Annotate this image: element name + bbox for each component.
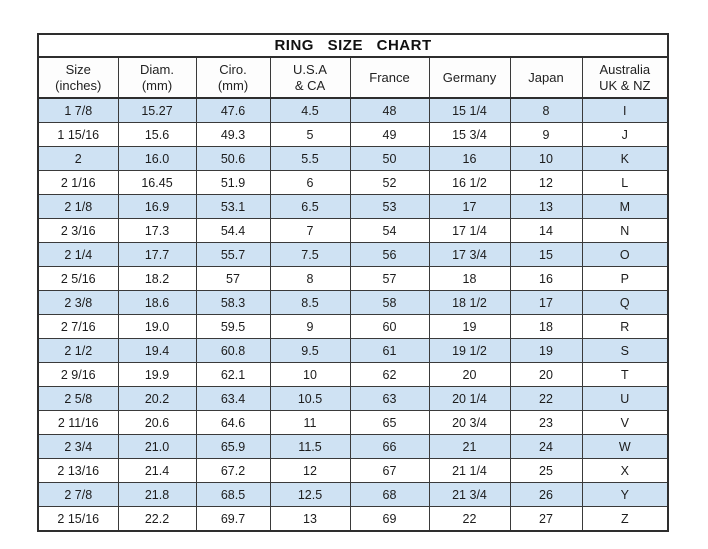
column-header-label: U.S.A xyxy=(293,61,327,77)
table-cell: 8.5 xyxy=(270,291,350,315)
table-cell: 7 xyxy=(270,219,350,243)
table-cell: 57 xyxy=(350,267,429,291)
table-cell: 2 11/16 xyxy=(38,411,118,435)
table-cell: U xyxy=(582,387,668,411)
table-cell: Q xyxy=(582,291,668,315)
table-cell: 17.7 xyxy=(118,243,196,267)
table-cell: 62.1 xyxy=(196,363,270,387)
table-cell: 50 xyxy=(350,147,429,171)
table-cell: 2 1/2 xyxy=(38,339,118,363)
table-cell: 15 3/4 xyxy=(429,123,510,147)
table-cell: 2 1/16 xyxy=(38,171,118,195)
table-cell: 12.5 xyxy=(270,483,350,507)
table-cell: 23 xyxy=(510,411,582,435)
table-cell: 2 15/16 xyxy=(38,507,118,532)
table-cell: 69.7 xyxy=(196,507,270,532)
column-header-sublabel: UK & NZ xyxy=(599,77,651,93)
table-row xyxy=(38,195,668,219)
table-cell: 2 9/16 xyxy=(38,363,118,387)
table-cell: L xyxy=(582,171,668,195)
table-cell: 68.5 xyxy=(196,483,270,507)
table-row xyxy=(38,267,668,291)
table-cell: 67.2 xyxy=(196,459,270,483)
table-row xyxy=(38,339,668,363)
table-cell: W xyxy=(582,435,668,459)
table-cell: M xyxy=(582,195,668,219)
table-cell: 7.5 xyxy=(270,243,350,267)
table-cell: 9 xyxy=(510,123,582,147)
table-row xyxy=(38,98,668,123)
table-cell: 22.2 xyxy=(118,507,196,532)
table-cell: 2 3/8 xyxy=(38,291,118,315)
table-cell: 60 xyxy=(350,315,429,339)
table-cell: N xyxy=(582,219,668,243)
table-cell: 16 xyxy=(510,267,582,291)
column-header-label: Germany xyxy=(442,69,497,85)
column-header-france xyxy=(350,57,429,98)
table-body xyxy=(38,98,668,531)
column-header-japan xyxy=(510,57,582,98)
table-cell: 66 xyxy=(350,435,429,459)
table-cell: 19.9 xyxy=(118,363,196,387)
table-cell: 16.45 xyxy=(118,171,196,195)
table-cell: 65.9 xyxy=(196,435,270,459)
column-header-diameter xyxy=(118,57,196,98)
table-cell: 19 1/2 xyxy=(429,339,510,363)
table-cell: 2 3/16 xyxy=(38,219,118,243)
table-cell: 61 xyxy=(350,339,429,363)
table-cell: 19 xyxy=(510,339,582,363)
table-cell: 49.3 xyxy=(196,123,270,147)
table-cell: 53.1 xyxy=(196,195,270,219)
table-row xyxy=(38,411,668,435)
table-cell: 64.6 xyxy=(196,411,270,435)
table-cell: 11 xyxy=(270,411,350,435)
table-cell: 51.9 xyxy=(196,171,270,195)
table-row xyxy=(38,171,668,195)
table-cell: 47.6 xyxy=(196,98,270,123)
table-cell: 52 xyxy=(350,171,429,195)
table-cell: 68 xyxy=(350,483,429,507)
table-cell: 21 3/4 xyxy=(429,483,510,507)
table-cell: 20.6 xyxy=(118,411,196,435)
table-cell: J xyxy=(582,123,668,147)
table-cell: 2 5/16 xyxy=(38,267,118,291)
table-cell: 21.8 xyxy=(118,483,196,507)
table-row xyxy=(38,147,668,171)
table-cell: 17 3/4 xyxy=(429,243,510,267)
table-cell: 20 1/4 xyxy=(429,387,510,411)
table-cell: 20 3/4 xyxy=(429,411,510,435)
column-header-label: Japan xyxy=(528,69,564,85)
table-cell: 1 15/16 xyxy=(38,123,118,147)
table-cell: 12 xyxy=(510,171,582,195)
table-cell: 19.4 xyxy=(118,339,196,363)
table-cell: 17 1/4 xyxy=(429,219,510,243)
table-cell: 50.6 xyxy=(196,147,270,171)
table-cell: 20.2 xyxy=(118,387,196,411)
column-header-usa-ca xyxy=(270,57,350,98)
column-header-size xyxy=(38,57,118,98)
table-cell: P xyxy=(582,267,668,291)
table-cell: I xyxy=(582,98,668,123)
table-cell: 16 xyxy=(429,147,510,171)
table-cell: X xyxy=(582,459,668,483)
column-header-circumference xyxy=(196,57,270,98)
table-cell: 2 7/8 xyxy=(38,483,118,507)
table-cell: 21.4 xyxy=(118,459,196,483)
table-cell: S xyxy=(582,339,668,363)
table-cell: Z xyxy=(582,507,668,532)
table-cell: 8 xyxy=(270,267,350,291)
table-cell: 17 xyxy=(429,195,510,219)
table-cell: 57 xyxy=(196,267,270,291)
table-cell: 12 xyxy=(270,459,350,483)
table-cell: 59.5 xyxy=(196,315,270,339)
table-cell: 14 xyxy=(510,219,582,243)
table-cell: 49 xyxy=(350,123,429,147)
table-cell: 16.9 xyxy=(118,195,196,219)
table-cell: 63 xyxy=(350,387,429,411)
table-row xyxy=(38,435,668,459)
table-cell: 2 1/4 xyxy=(38,243,118,267)
table-row xyxy=(38,507,668,532)
table-row xyxy=(38,219,668,243)
table-cell: 58.3 xyxy=(196,291,270,315)
column-header-label: Ciro. xyxy=(219,61,247,77)
table-title-row xyxy=(38,34,668,57)
column-header-sublabel: (mm) xyxy=(217,77,249,93)
table-cell: 16.0 xyxy=(118,147,196,171)
table-cell: 65 xyxy=(350,411,429,435)
table-cell: 2 1/8 xyxy=(38,195,118,219)
table-header-row xyxy=(38,57,668,98)
table-cell: 2 xyxy=(38,147,118,171)
table-cell: 13 xyxy=(270,507,350,532)
table-cell: 2 7/16 xyxy=(38,315,118,339)
table-cell: V xyxy=(582,411,668,435)
table-cell: 27 xyxy=(510,507,582,532)
table-cell: 4.5 xyxy=(270,98,350,123)
table-cell: 24 xyxy=(510,435,582,459)
column-header-sublabel: (inches) xyxy=(55,77,102,93)
ring-size-chart-table xyxy=(37,33,669,532)
table-cell: 69 xyxy=(350,507,429,532)
table-cell: 8 xyxy=(510,98,582,123)
table-cell: 9.5 xyxy=(270,339,350,363)
table-cell: 53 xyxy=(350,195,429,219)
table-cell: 54 xyxy=(350,219,429,243)
table-cell: Y xyxy=(582,483,668,507)
table-cell: 5 xyxy=(270,123,350,147)
table-cell: 18 1/2 xyxy=(429,291,510,315)
table-cell: 55.7 xyxy=(196,243,270,267)
table-row xyxy=(38,243,668,267)
table-cell: 20 xyxy=(510,363,582,387)
table-cell: 17 xyxy=(510,291,582,315)
table-row xyxy=(38,387,668,411)
table-cell: 11.5 xyxy=(270,435,350,459)
column-header-australia-uk-nz xyxy=(582,57,668,98)
table-cell: 18 xyxy=(510,315,582,339)
table-cell: K xyxy=(582,147,668,171)
column-header-label: Diam. xyxy=(140,61,174,77)
table-cell: 15 xyxy=(510,243,582,267)
table-cell: 20 xyxy=(429,363,510,387)
table-cell: T xyxy=(582,363,668,387)
table-cell: 5.5 xyxy=(270,147,350,171)
table-cell: 25 xyxy=(510,459,582,483)
table-cell: 22 xyxy=(510,387,582,411)
table-cell: 19.0 xyxy=(118,315,196,339)
table-cell: 56 xyxy=(350,243,429,267)
table-cell: 2 5/8 xyxy=(38,387,118,411)
table-row xyxy=(38,291,668,315)
table-cell: 15.6 xyxy=(118,123,196,147)
table-cell: 6 xyxy=(270,171,350,195)
column-header-label: France xyxy=(369,69,410,85)
table-cell: 2 3/4 xyxy=(38,435,118,459)
table-cell: 19 xyxy=(429,315,510,339)
column-header-label: Size xyxy=(65,61,91,77)
table-cell: R xyxy=(582,315,668,339)
table-row xyxy=(38,363,668,387)
table-cell: O xyxy=(582,243,668,267)
table-cell: 15.27 xyxy=(118,98,196,123)
table-cell: 48 xyxy=(350,98,429,123)
table-cell: 58 xyxy=(350,291,429,315)
column-header-sublabel: & CA xyxy=(294,77,326,93)
table-cell: 62 xyxy=(350,363,429,387)
table-cell: 18 xyxy=(429,267,510,291)
table-cell: 67 xyxy=(350,459,429,483)
column-header-sublabel: (mm) xyxy=(141,77,173,93)
table-cell: 17.3 xyxy=(118,219,196,243)
table-row xyxy=(38,483,668,507)
table-cell: 18.2 xyxy=(118,267,196,291)
table-row xyxy=(38,315,668,339)
table-cell: 21 1/4 xyxy=(429,459,510,483)
table-cell: 1 7/8 xyxy=(38,98,118,123)
table-cell: 21 xyxy=(429,435,510,459)
table-cell: 16 1/2 xyxy=(429,171,510,195)
table-cell: 10 xyxy=(510,147,582,171)
table-cell: 60.8 xyxy=(196,339,270,363)
table-row xyxy=(38,459,668,483)
column-header-germany xyxy=(429,57,510,98)
table-cell: 10.5 xyxy=(270,387,350,411)
table-cell: 18.6 xyxy=(118,291,196,315)
table-cell: 15 1/4 xyxy=(429,98,510,123)
table-row xyxy=(38,123,668,147)
table-cell: 6.5 xyxy=(270,195,350,219)
table-cell: 10 xyxy=(270,363,350,387)
table-cell: 26 xyxy=(510,483,582,507)
table-cell: 13 xyxy=(510,195,582,219)
table-title: RING SIZE CHART xyxy=(38,34,668,57)
table-cell: 63.4 xyxy=(196,387,270,411)
table-cell: 21.0 xyxy=(118,435,196,459)
table-cell: 9 xyxy=(270,315,350,339)
table-cell: 2 13/16 xyxy=(38,459,118,483)
column-header-label: Australia xyxy=(599,61,651,77)
table-cell: 54.4 xyxy=(196,219,270,243)
table-cell: 22 xyxy=(429,507,510,532)
